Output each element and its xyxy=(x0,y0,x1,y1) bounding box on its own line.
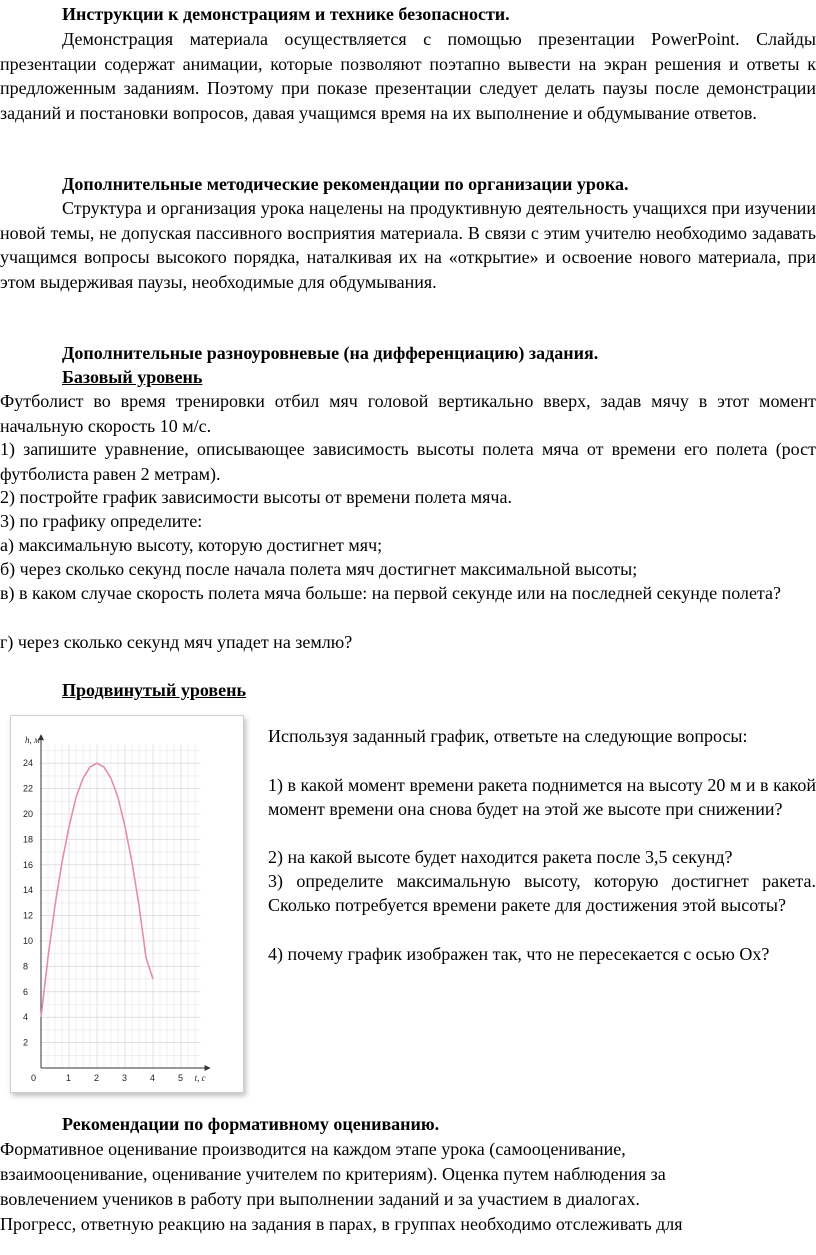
y-tick-label: 2 xyxy=(23,1037,29,1048)
x-tick-label: 0 xyxy=(31,1073,37,1083)
advanced-task-intro: Используя заданный график, ответьте на следующие вопросы: xyxy=(268,726,748,746)
basic-task-item: 3) по графику определите: xyxy=(0,511,203,531)
y-tick-label: 4 xyxy=(23,1012,29,1023)
x-axis-label: t, c xyxy=(194,1073,206,1083)
x-tick-label: 4 xyxy=(150,1073,156,1083)
heading-basic-level: Базовый уровень xyxy=(62,367,203,387)
advanced-task-item: 1) в какой момент времени ракета поднимется на высоту 20 м и в какой момент времени она снова будет на этой же высоте при снижении? xyxy=(268,775,816,820)
y-tick-label: 18 xyxy=(23,834,34,845)
x-tick-label: 2 xyxy=(94,1073,100,1083)
basic-task-item: г) через сколько секунд мяч упадет на землю? xyxy=(0,632,353,652)
x-tick-label: 3 xyxy=(122,1073,128,1083)
advanced-task-item: 3) определите максимальную высоту, которую достигнет ракета. Сколько потребуется времени ракете для достижения этой высоты? xyxy=(268,871,816,916)
y-tick-label: 16 xyxy=(23,859,34,870)
y-tick-label: 24 xyxy=(23,758,34,769)
y-tick-label: 10 xyxy=(23,936,34,946)
chart-svg xyxy=(11,716,243,1092)
heading-method: Дополнительные методические рекомендации по организации урока. xyxy=(62,174,629,194)
y-tick-label: 8 xyxy=(23,961,29,972)
x-tick-label: 1 xyxy=(66,1073,72,1083)
paragraph-instructions: Демонстрация материала осуществляется с помощью презентации PowerPoint. Слайды презентации содержат анимации, которые позволяют поэтапно вывести на экран решения и ответы к предложенным заданиям. Поэтому при показе презентации следует делать паузы после демонстрации заданий и постановки вопросов, давая учащимся время на их выполнение и обдумывание ответов. xyxy=(0,29,816,123)
x-tick-label: 5 xyxy=(178,1073,184,1083)
heading-tasks: Дополнительные разноуровневые (на дифференциацию) задания. xyxy=(62,343,599,363)
formative-line: Прогресс, ответную реакцию на задания в парах, в группах необходимо отслеживать для xyxy=(0,1214,683,1234)
basic-task-item: а) максимальную высоту, которую достигнет мяч; xyxy=(0,535,383,555)
y-tick-label: 12 xyxy=(23,910,34,921)
basic-task-intro: Футболист во время тренировки отбил мяч головой вертикально вверх, задав мячу в этот момент начальную скорость 10 м/с. xyxy=(0,391,816,436)
basic-task-item: б) через сколько секунд после начала полета мяч достигнет максимальной высоты; xyxy=(0,559,638,579)
formative-line: вовлечением учеников в работу при выполнении заданий и за участием в диалогах. xyxy=(0,1189,640,1209)
formative-line: Формативное оценивание производится на каждом этапе урока (самооценивание, xyxy=(0,1139,626,1159)
heading-formative: Рекомендации по формативному оцениванию. xyxy=(62,1114,440,1134)
basic-task-item: 2) постройте график зависимости высоты от времени полета мяча. xyxy=(0,487,512,507)
heading-instructions: Инструкции к демонстрациям и технике безопасности. xyxy=(62,4,510,24)
y-axis-label: h, м xyxy=(25,735,40,746)
basic-task-item: 1) запишите уравнение, описывающее зависимость высоты полета мяча от времени его полета (рост футболиста равен 2 метрам). xyxy=(0,439,816,484)
basic-task-item: в) в каком случае скорость полета мяча больше: на первой секунде или на последней секунде полета? xyxy=(0,583,781,603)
y-tick-label: 14 xyxy=(23,885,34,896)
advanced-task-item: 2) на какой высоте будет находится ракета после 3,5 секунд? xyxy=(268,847,733,867)
formative-line: взаимооценивание, оценивание учителем по критериям). Оценка путем наблюдения за xyxy=(0,1164,666,1184)
paragraph-method: Структура и организация урока нацелены на продуктивную деятельность учащихся при изучении новой темы, не допуская пассивного восприятия материала. В связи с этим учителю необходимо задавать учащимся вопросы высокого порядка, наталкивая их на «открытие» и освоение нового материала, при этом выдерживая паузы, необходимые для обдумывания. xyxy=(0,198,816,292)
rocket-height-chart xyxy=(10,715,244,1093)
advanced-task-item: 4) почему график изображен так, что не пересекается с осью Ox? xyxy=(268,944,770,964)
y-tick-label: 6 xyxy=(23,986,29,997)
y-tick-label: 22 xyxy=(23,783,34,794)
y-tick-label: 20 xyxy=(23,809,34,819)
heading-advanced-level: Продвинутый уровень xyxy=(62,680,246,700)
x-axis-arrow-icon xyxy=(205,1065,211,1071)
